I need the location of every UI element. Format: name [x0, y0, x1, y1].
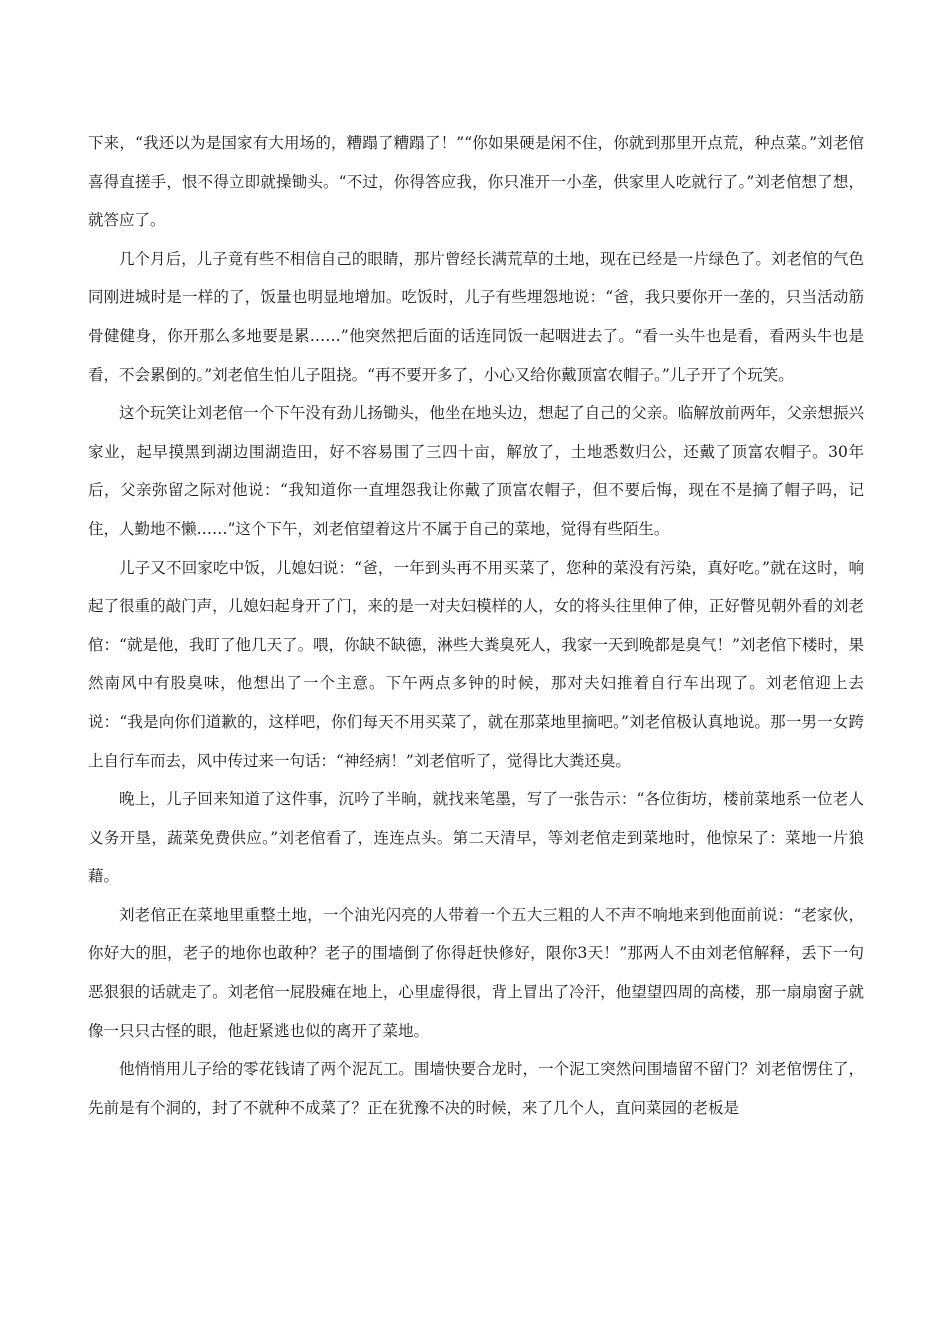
paragraph-3: 这个玩笑让刘老倌一个下午没有劲儿扬锄头，他坐在地头边，想起了自己的父亲。临解放前两年，父亲想振兴家业，起早摸黑到湖边围湖造田，好不容易围了三四十亩，解放了，土地悉数归公，还戴了顶富农帽子。30年后，父亲弥留之际对他说：“我知道你一直埋怨我让你戴了顶富农帽子，但不要后悔，现在不是摘了帽子吗，记住，人勤地不懒……”这个下午，刘老倌望着这片不属于自己的菜地，觉得有些陌生。 [88, 404, 864, 538]
paragraph-2: 几个月后，儿子竟有些不相信自己的眼睛，那片曾经长满荒草的土地，现在已经是一片绿色了。刘老倌的气色同刚进城时是一样的了，饭量也明显地增加。吃饭时，儿子有些埋怨地说：“爸，我只要你开一垄的，只当活动筋骨健健身，你开那么多地要是累……”他突然把后面的话连同饭一起咽进去了。“看一头牛也是看，看两头牛也是看，不会累倒的。”刘老倌生怕儿子阻挠。“再不要开多了，小心又给你戴顶富农帽子。”儿子开了个玩笑。 [88, 249, 864, 384]
paragraph-5: 晚上，儿子回来知道了这件事，沉吟了半晌，就找来笔墨，写了一张告示：“各位街坊，楼前菜地系一位老人义务开垦，蔬菜免费供应。”刘老倌看了，连连点头。第二天清早，等刘老倌走到菜地时，他惊呆了：菜地一片狼藉。 [88, 790, 864, 886]
paragraph-4: 儿子又不回家吃中饭，儿媳妇说：“爸，一年到头再不用买菜了，您种的菜没有污染，真好吃。”就在这时，响起了很重的敲门声，儿媳妇起身开了门，来的是一对夫妇模样的人，女的将头往里伸了伸，正好瞥见朝外看的刘老倌：“就是他，我盯了他几天了。喂，你缺不缺德，淋些大粪臭死人，我家一天到晚都是臭气！”刘老倌下楼时，果然南风中有股臭味，他想出了一个主意。下午两点多钟的时候，那对夫妇推着自行车出现了。刘老倌迎上去说：“我是向你们道歉的，这样吧，你们每天不用买菜了，就在那菜地里摘吧。”刘老倌极认真地说。那一男一女跨上自行车而去，风中传过来一句话：“神经病！”刘老倌听了，觉得比大粪还臭。 [88, 558, 864, 770]
document-page [88, 124, 864, 1127]
paragraph-1: 下来，“我还以为是国家有大用场的，糟蹋了糟蹋了！”“你如果硬是闲不住，你就到那里开点荒，种点菜。”刘老倌喜得直搓手，恨不得立即就操锄头。“不过，你得答应我，你只准开一小垄，供家里人吃就行了。”刘老倌想了想，就答应了。 [88, 134, 864, 230]
paragraph-6: 刘老倌正在菜地里重整土地，一个油光闪亮的人带着一个五大三粗的人不声不响地来到他面前说：“老家伙，你好大的胆，老子的地你也敢种？老子的围墙倒了你得赶快修好，限你3天！”那两人不由刘老倌解释，丢下一句恶狠狠的话就走了。刘老倌一屁股瘫在地上，心里虚得很，背上冒出了冷汗，他望望四周的高楼，那一扇扇窗子就像一只只古怪的眼，他赶紧逃也似的离开了菜地。 [88, 905, 864, 1040]
paragraph-7: 他悄悄用儿子给的零花钱请了两个泥瓦工。围墙快要合龙时，一个泥工突然问围墙留不留门？刘老倌愣住了，先前是有个洞的，封了不就种不成菜了？正在犹豫不决的时候，来了几个人，直问菜园的老板是 [88, 1060, 864, 1117]
